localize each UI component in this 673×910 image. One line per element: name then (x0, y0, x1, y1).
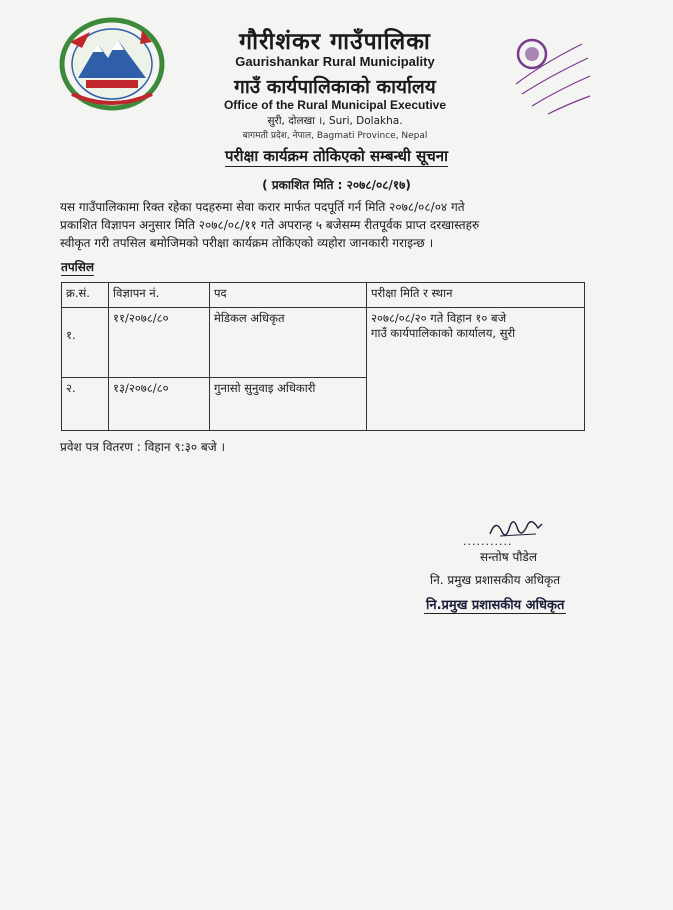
exam-date-place (367, 308, 585, 431)
exam-schedule-table (61, 282, 585, 431)
row-ad-no: ११/२०७८/८० (109, 308, 210, 378)
row-post: गुनासो सुनुवाइ अधिकारी (210, 378, 367, 431)
municipality-name-en: Gaurishankar Rural Municipality (235, 54, 435, 69)
row-sn: २. (62, 378, 109, 431)
designation-stamp: नि.प्रमुख प्रशासकीय अधिकृत (424, 595, 566, 614)
office-name-np: गाउँ कार्यपालिकाको कार्यालय (234, 76, 436, 98)
table-header-row (62, 283, 585, 308)
office-name-en: Office of the Rural Municipal Executive (223, 98, 447, 112)
exam-place: गाउँ कार्यपालिकाको कार्यालय, सुरी (371, 326, 516, 340)
province-line: बागमती प्रदेश, नेपाल, Bagmati Province, Nepal (242, 131, 428, 141)
body-line: प्रकाशित विज्ञापन अनुसार मिति २०७८/०८/११ गते अपरान्ह ५ बजेसम्म रीतपूर्वक प्राप्त दरखास्तहरु (60, 218, 480, 232)
address: सुरी, दोलखा ।, Suri, Dolakha. (267, 115, 403, 127)
signature-dots: ........... (463, 535, 513, 548)
notice-title: परीक्षा कार्यक्रम तोकिएको सम्बन्धी सूचना (225, 147, 448, 165)
publish-date: ( प्रकाशित मिति : २०७८/०८/१७) (262, 178, 411, 192)
body-line: यस गाउँपालिकामा रिक्त रहेका पदहरुमा सेवा करार मार्फत पदपूर्ति गर्न मिति २०७८/०८/०४ गते (60, 200, 465, 214)
row-post: मेडिकल अधिकृत (210, 308, 367, 378)
admit-card-distribution: प्रवेश पत्र वितरण : विहान ९:३० बजे । (60, 440, 226, 454)
exam-date: २०७८/०८/२० गते विहान १० बजे (371, 311, 507, 325)
municipality-emblem-icon (56, 14, 168, 114)
signatory-designation: नि. प्रमुख प्रशासकीय अधिकृत (430, 573, 561, 587)
office-seal-icon (502, 24, 596, 120)
table-row (62, 308, 585, 378)
header-exam-date-place: परीक्षा मिति र स्थान (367, 283, 585, 308)
body-line: स्वीकृत गरी तपसिल बमोजिमको परीक्षा कार्यक्रम तोकिएको व्यहोरा जानकारी गराइन्छ । (60, 236, 434, 250)
row-ad-no: १३/२०७८/८० (109, 378, 210, 431)
header-ad-no: विज्ञापन नं. (109, 283, 210, 308)
notice-body (60, 198, 620, 252)
header-post: पद (210, 283, 367, 308)
municipality-name-np: गौरीशंकर गाउँपालिका (239, 29, 431, 55)
row-sn: १. (62, 308, 109, 378)
signatory-name: सन्तोष पौडेल (480, 550, 537, 564)
header-sn: क्र.सं. (62, 283, 109, 308)
tapsil-heading: तपसिल (61, 260, 95, 274)
